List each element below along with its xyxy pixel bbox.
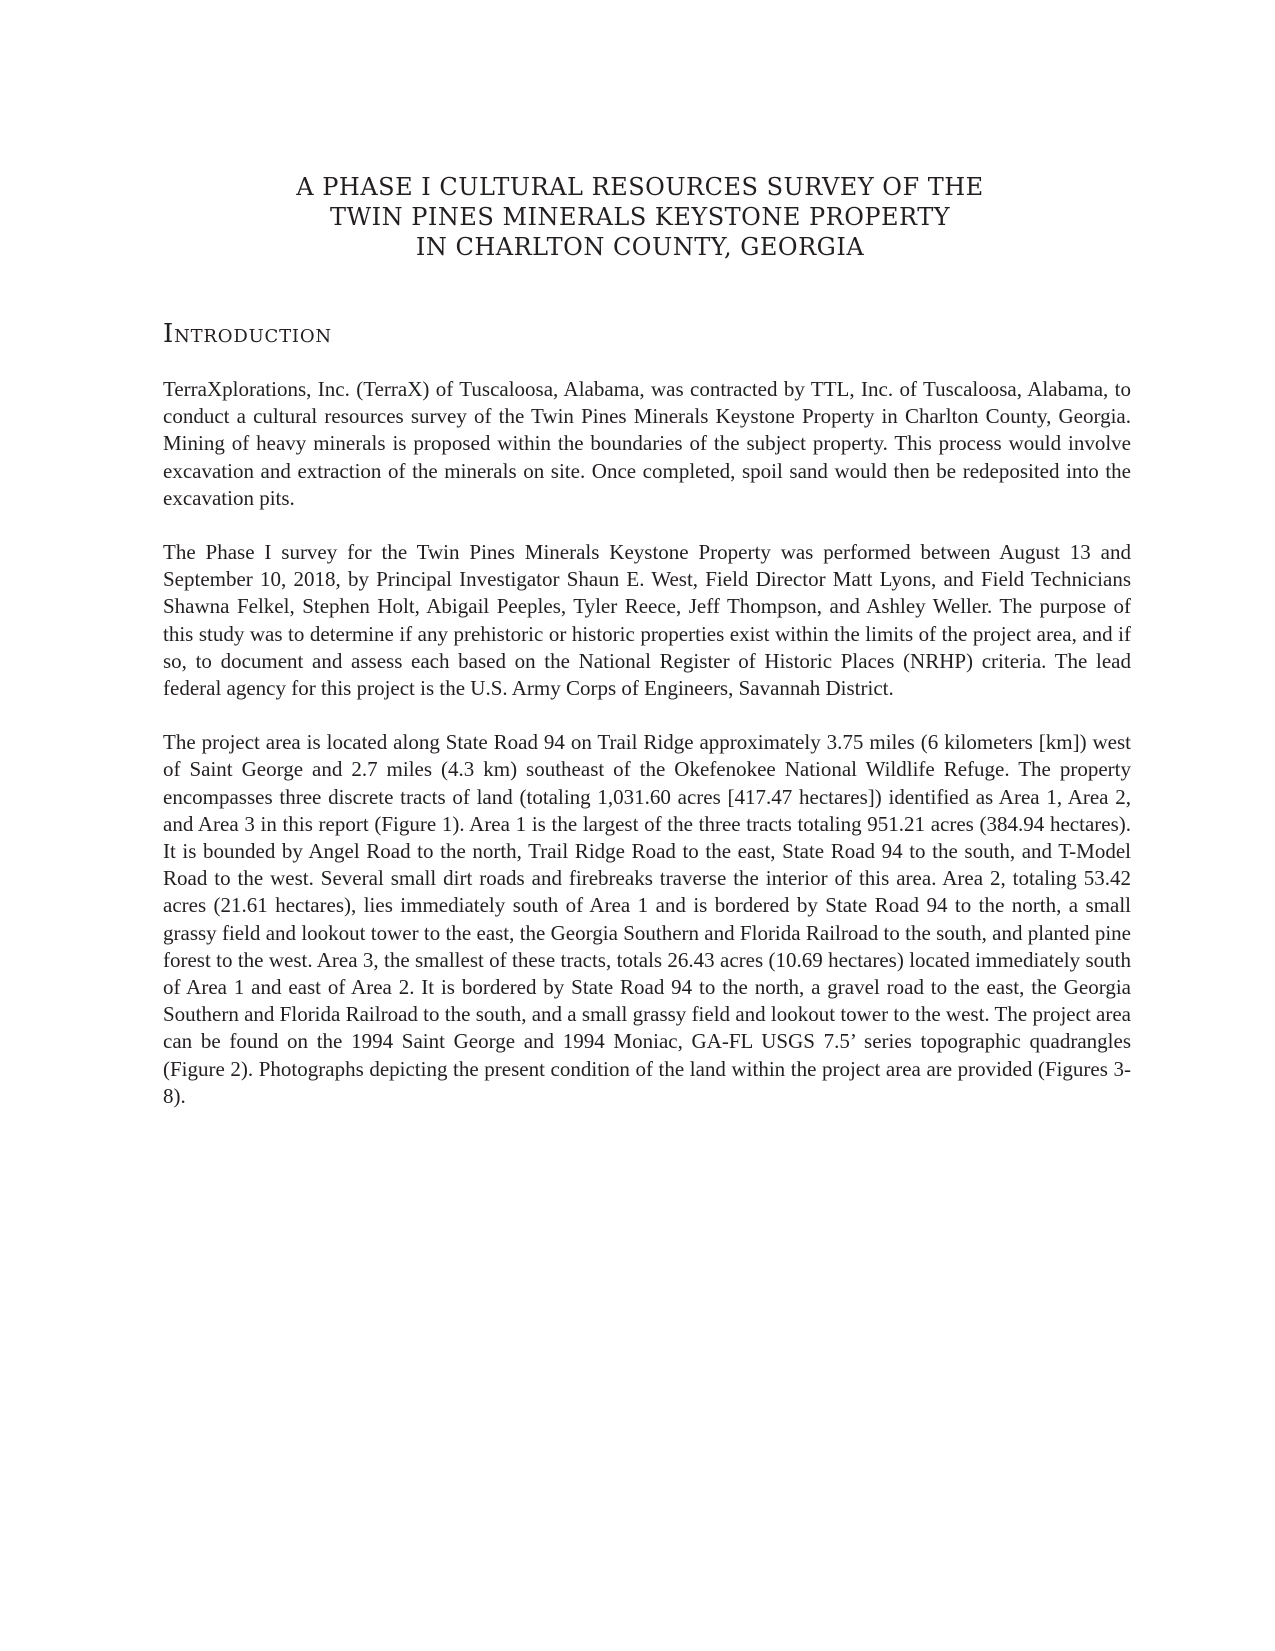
document-title — [160, 172, 1120, 262]
title-line-1: A PHASE I CULTURAL RESOURCES SURVEY OF THE — [296, 173, 984, 201]
paragraph-1: TerraXplorations, Inc. (TerraX) of Tuscaloosa, Alabama, was contracted by TTL, Inc. of Tuscaloosa, Alabama, to conduct a cultural resources survey of the Twin Pines Minerals Keystone Property in Charlton County, Georgia. Mining of heavy minerals is proposed within the boundaries of the subject property. This process would involve excavation and extraction of the minerals on site. Once completed, spoil sand would then be redeposited into the excavation pits. — [163, 377, 1131, 510]
section-heading-introduction: Introduction — [163, 319, 332, 349]
body-text — [163, 376, 1131, 1137]
title-line-2: TWIN PINES MINERALS KEYSTONE PROPERTY — [329, 203, 951, 231]
title-line-3: IN CHARLTON COUNTY, GEORGIA — [415, 233, 865, 261]
paragraph-2: The Phase I survey for the Twin Pines Minerals Keystone Property was performed between August 13 and September 10, 2018, by Principal Investigator Shaun E. West, Field Director Matt Lyons, and Field Technicians Shawna Felkel, Stephen Holt, Abigail Peeples, Tyler Reece, Jeff Thompson, and Ashley Weller. The purpose of this study was to determine if any prehistoric or historic properties exist within the limits of the project area, and if so, to document and assess each based on the National Register of Historic Places (NRHP) criteria. The lead federal agency for this project is the U.S. Army Corps of Engineers, Savannah District. — [163, 540, 1131, 701]
paragraph-3: The project area is located along State Road 94 on Trail Ridge approximately 3.75 miles (6 kilometers [km]) west of Saint George and 2.7 miles (4.3 km) southeast of the Okefenokee National Wildlife Refuge. The property encompasses three discrete tracts of land (totaling 1,031.60 acres [417.47 hectares]) identified as Area 1, Area 2, and Area 3 in this report (Figure 1). Area 1 is the largest of the three tracts totaling 951.21 acres (384.94 hectares). It is bounded by Angel Road to the north, Trail Ridge Road to the east, State Road 94 to the south, and T-Model Road to the west. Several small dirt roads and firebreaks traverse the interior of this area. Area 2, totaling 53.42 acres (21.61 hectares), lies immediately south of Area 1 and is bordered by State Road 94 to the north, a small grassy field and lookout tower to the east, the Georgia Southern and Florida Railroad to the south, and planted pine forest to the west. Area 3, the smallest of these tracts, totals 26.43 acres (10.69 hectares) located immediately south of Area 1 and east of Area 2. It is bordered by State Road 94 to the north, a gravel road to the east, the Georgia Southern and Florida Railroad to the south, and a small grassy field and lookout tower to the west. The project area can be found on the 1994 Saint George and 1994 Moniac, GA-FL USGS 7.5’ series topographic quadrangles (Figure 2). Photographs depicting the present condition of the land within the project area are provided (Figures 3-8). — [163, 730, 1131, 1108]
